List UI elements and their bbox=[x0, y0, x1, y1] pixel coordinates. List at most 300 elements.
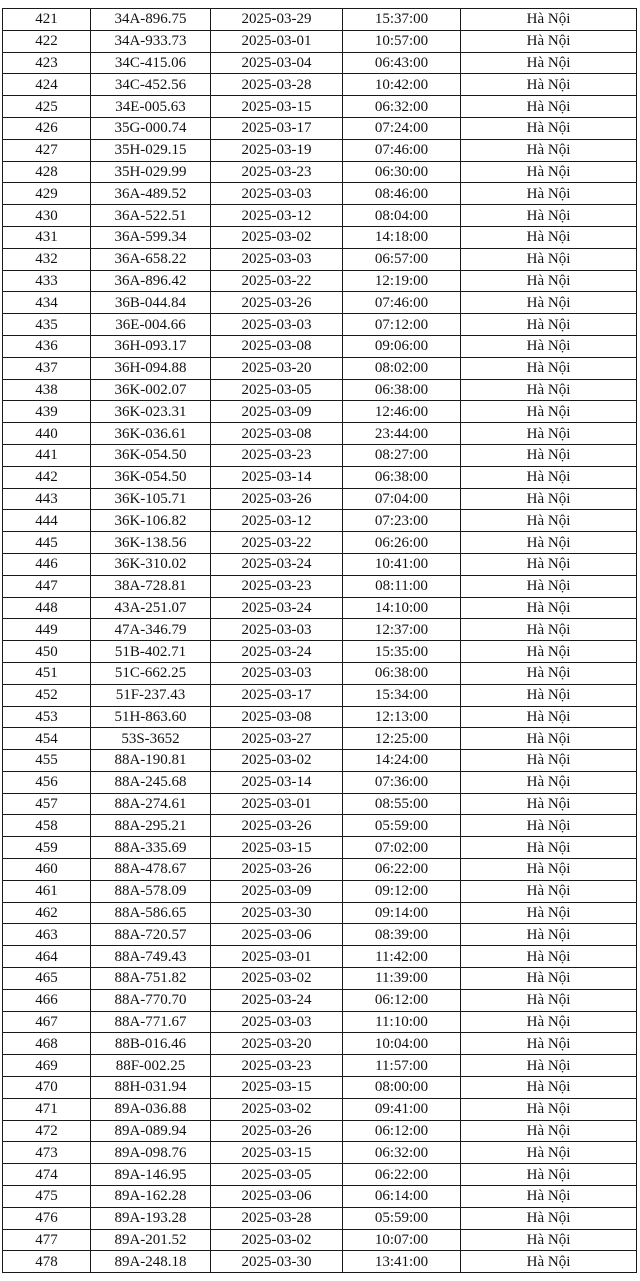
date-cell: 2025-03-24 bbox=[211, 989, 343, 1011]
time-cell: 14:18:00 bbox=[343, 226, 461, 248]
date-cell: 2025-03-08 bbox=[211, 423, 343, 445]
license-plate-cell: 36A-599.34 bbox=[91, 226, 211, 248]
location-cell: Hà Nội bbox=[461, 859, 637, 881]
row-number-cell: 460 bbox=[3, 859, 91, 881]
table-row bbox=[3, 74, 637, 96]
license-plate-cell: 88A-586.65 bbox=[91, 902, 211, 924]
location-cell: Hà Nội bbox=[461, 1011, 637, 1033]
license-plate-cell: 36A-658.22 bbox=[91, 248, 211, 270]
license-plate-cell: 88A-578.09 bbox=[91, 880, 211, 902]
license-plate-cell: 34C-452.56 bbox=[91, 74, 211, 96]
date-cell: 2025-03-24 bbox=[211, 553, 343, 575]
location-cell: Hà Nội bbox=[461, 662, 637, 684]
table-row bbox=[3, 1186, 637, 1208]
time-cell: 06:12:00 bbox=[343, 1120, 461, 1142]
date-cell: 2025-03-02 bbox=[211, 1229, 343, 1251]
date-cell: 2025-03-28 bbox=[211, 74, 343, 96]
time-cell: 05:59:00 bbox=[343, 1207, 461, 1229]
table-row bbox=[3, 401, 637, 423]
table-row bbox=[3, 771, 637, 793]
license-plate-cell: 36K-105.71 bbox=[91, 488, 211, 510]
table-row bbox=[3, 619, 637, 641]
license-plate-cell: 88A-335.69 bbox=[91, 837, 211, 859]
date-cell: 2025-03-04 bbox=[211, 52, 343, 74]
location-cell: Hà Nội bbox=[461, 924, 637, 946]
date-cell: 2025-03-20 bbox=[211, 357, 343, 379]
row-number-cell: 456 bbox=[3, 771, 91, 793]
location-cell: Hà Nội bbox=[461, 815, 637, 837]
date-cell: 2025-03-23 bbox=[211, 1055, 343, 1077]
location-cell: Hà Nội bbox=[461, 1077, 637, 1099]
row-number-cell: 467 bbox=[3, 1011, 91, 1033]
location-cell: Hà Nội bbox=[461, 728, 637, 750]
license-plate-cell: 89A-146.95 bbox=[91, 1164, 211, 1186]
date-cell: 2025-03-06 bbox=[211, 1186, 343, 1208]
license-plate-cell: 51H-863.60 bbox=[91, 706, 211, 728]
time-cell: 06:32:00 bbox=[343, 1142, 461, 1164]
location-cell: Hà Nội bbox=[461, 597, 637, 619]
license-plate-cell: 36K-002.07 bbox=[91, 379, 211, 401]
row-number-cell: 463 bbox=[3, 924, 91, 946]
row-number-cell: 451 bbox=[3, 662, 91, 684]
location-cell: Hà Nội bbox=[461, 1055, 637, 1077]
license-plate-cell: 36K-023.31 bbox=[91, 401, 211, 423]
date-cell: 2025-03-15 bbox=[211, 96, 343, 118]
location-cell: Hà Nội bbox=[461, 1251, 637, 1273]
time-cell: 06:14:00 bbox=[343, 1186, 461, 1208]
row-number-cell: 452 bbox=[3, 684, 91, 706]
license-plate-cell: 88A-749.43 bbox=[91, 946, 211, 968]
row-number-cell: 432 bbox=[3, 248, 91, 270]
table-row bbox=[3, 859, 637, 881]
time-cell: 14:10:00 bbox=[343, 597, 461, 619]
time-cell: 08:00:00 bbox=[343, 1077, 461, 1099]
location-cell: Hà Nội bbox=[461, 510, 637, 532]
location-cell: Hà Nội bbox=[461, 9, 637, 31]
row-number-cell: 454 bbox=[3, 728, 91, 750]
table-row bbox=[3, 9, 637, 31]
license-plate-cell: 36K-310.02 bbox=[91, 553, 211, 575]
license-plate-cell: 43A-251.07 bbox=[91, 597, 211, 619]
time-cell: 15:37:00 bbox=[343, 9, 461, 31]
date-cell: 2025-03-23 bbox=[211, 575, 343, 597]
table-body bbox=[3, 9, 637, 1273]
table-row bbox=[3, 924, 637, 946]
row-number-cell: 472 bbox=[3, 1120, 91, 1142]
date-cell: 2025-03-29 bbox=[211, 9, 343, 31]
license-plate-cell: 35H-029.99 bbox=[91, 161, 211, 183]
time-cell: 09:14:00 bbox=[343, 902, 461, 924]
license-plate-cell: 88B-016.46 bbox=[91, 1033, 211, 1055]
table-row bbox=[3, 1098, 637, 1120]
table-row bbox=[3, 466, 637, 488]
license-plate-cell: 36H-093.17 bbox=[91, 335, 211, 357]
row-number-cell: 473 bbox=[3, 1142, 91, 1164]
row-number-cell: 465 bbox=[3, 968, 91, 990]
date-cell: 2025-03-30 bbox=[211, 902, 343, 924]
time-cell: 06:38:00 bbox=[343, 662, 461, 684]
row-number-cell: 457 bbox=[3, 793, 91, 815]
table-row bbox=[3, 1011, 637, 1033]
date-cell: 2025-03-09 bbox=[211, 880, 343, 902]
time-cell: 09:06:00 bbox=[343, 335, 461, 357]
date-cell: 2025-03-05 bbox=[211, 1164, 343, 1186]
date-cell: 2025-03-15 bbox=[211, 837, 343, 859]
date-cell: 2025-03-05 bbox=[211, 379, 343, 401]
table-row bbox=[3, 1055, 637, 1077]
table-row bbox=[3, 532, 637, 554]
date-cell: 2025-03-26 bbox=[211, 292, 343, 314]
table-row bbox=[3, 96, 637, 118]
license-plate-cell: 36E-004.66 bbox=[91, 314, 211, 336]
table-row bbox=[3, 662, 637, 684]
license-plate-cell: 89A-248.18 bbox=[91, 1251, 211, 1273]
time-cell: 14:24:00 bbox=[343, 750, 461, 772]
date-cell: 2025-03-08 bbox=[211, 706, 343, 728]
table-row bbox=[3, 1033, 637, 1055]
location-cell: Hà Nội bbox=[461, 1164, 637, 1186]
license-plate-cell: 51B-402.71 bbox=[91, 641, 211, 663]
location-cell: Hà Nội bbox=[461, 902, 637, 924]
location-cell: Hà Nội bbox=[461, 117, 637, 139]
location-cell: Hà Nội bbox=[461, 1142, 637, 1164]
location-cell: Hà Nội bbox=[461, 292, 637, 314]
time-cell: 10:57:00 bbox=[343, 30, 461, 52]
license-plate-cell: 88A-295.21 bbox=[91, 815, 211, 837]
license-plate-cell: 88A-190.81 bbox=[91, 750, 211, 772]
location-cell: Hà Nội bbox=[461, 139, 637, 161]
row-number-cell: 455 bbox=[3, 750, 91, 772]
license-plate-cell: 36K-138.56 bbox=[91, 532, 211, 554]
location-cell: Hà Nội bbox=[461, 379, 637, 401]
date-cell: 2025-03-14 bbox=[211, 771, 343, 793]
license-plate-cell: 47A-346.79 bbox=[91, 619, 211, 641]
license-plate-cell: 35G-000.74 bbox=[91, 117, 211, 139]
license-plate-cell: 89A-036.88 bbox=[91, 1098, 211, 1120]
time-cell: 08:11:00 bbox=[343, 575, 461, 597]
row-number-cell: 468 bbox=[3, 1033, 91, 1055]
time-cell: 06:30:00 bbox=[343, 161, 461, 183]
time-cell: 11:39:00 bbox=[343, 968, 461, 990]
location-cell: Hà Nội bbox=[461, 1033, 637, 1055]
date-cell: 2025-03-01 bbox=[211, 30, 343, 52]
row-number-cell: 430 bbox=[3, 205, 91, 227]
table-row bbox=[3, 183, 637, 205]
license-plate-cell: 34C-415.06 bbox=[91, 52, 211, 74]
time-cell: 12:13:00 bbox=[343, 706, 461, 728]
time-cell: 09:41:00 bbox=[343, 1098, 461, 1120]
time-cell: 10:42:00 bbox=[343, 74, 461, 96]
license-plate-cell: 88A-274.61 bbox=[91, 793, 211, 815]
time-cell: 10:04:00 bbox=[343, 1033, 461, 1055]
license-plate-cell: 88A-751.82 bbox=[91, 968, 211, 990]
license-plate-cell: 88A-478.67 bbox=[91, 859, 211, 881]
date-cell: 2025-03-02 bbox=[211, 226, 343, 248]
date-cell: 2025-03-03 bbox=[211, 619, 343, 641]
table-row bbox=[3, 815, 637, 837]
table-row bbox=[3, 750, 637, 772]
location-cell: Hà Nội bbox=[461, 52, 637, 74]
row-number-cell: 421 bbox=[3, 9, 91, 31]
table-row bbox=[3, 226, 637, 248]
row-number-cell: 426 bbox=[3, 117, 91, 139]
location-cell: Hà Nội bbox=[461, 466, 637, 488]
row-number-cell: 431 bbox=[3, 226, 91, 248]
table-row bbox=[3, 357, 637, 379]
time-cell: 07:23:00 bbox=[343, 510, 461, 532]
location-cell: Hà Nội bbox=[461, 706, 637, 728]
location-cell: Hà Nội bbox=[461, 946, 637, 968]
license-plate-cell: 51F-237.43 bbox=[91, 684, 211, 706]
location-cell: Hà Nội bbox=[461, 30, 637, 52]
table-row bbox=[3, 117, 637, 139]
time-cell: 06:38:00 bbox=[343, 379, 461, 401]
table-row bbox=[3, 793, 637, 815]
table-row bbox=[3, 161, 637, 183]
time-cell: 06:38:00 bbox=[343, 466, 461, 488]
table-row bbox=[3, 1251, 637, 1273]
license-plate-cell: 36A-896.42 bbox=[91, 270, 211, 292]
location-cell: Hà Nội bbox=[461, 248, 637, 270]
row-number-cell: 433 bbox=[3, 270, 91, 292]
table-row bbox=[3, 139, 637, 161]
date-cell: 2025-03-08 bbox=[211, 335, 343, 357]
row-number-cell: 439 bbox=[3, 401, 91, 423]
time-cell: 07:46:00 bbox=[343, 292, 461, 314]
location-cell: Hà Nội bbox=[461, 335, 637, 357]
license-plate-cell: 36B-044.84 bbox=[91, 292, 211, 314]
license-plate-cell: 88A-720.57 bbox=[91, 924, 211, 946]
location-cell: Hà Nội bbox=[461, 205, 637, 227]
time-cell: 07:02:00 bbox=[343, 837, 461, 859]
date-cell: 2025-03-26 bbox=[211, 1120, 343, 1142]
time-cell: 07:46:00 bbox=[343, 139, 461, 161]
row-number-cell: 423 bbox=[3, 52, 91, 74]
date-cell: 2025-03-17 bbox=[211, 117, 343, 139]
time-cell: 06:43:00 bbox=[343, 52, 461, 74]
time-cell: 12:37:00 bbox=[343, 619, 461, 641]
table-row bbox=[3, 205, 637, 227]
date-cell: 2025-03-17 bbox=[211, 684, 343, 706]
license-plate-cell: 36H-094.88 bbox=[91, 357, 211, 379]
date-cell: 2025-03-12 bbox=[211, 510, 343, 532]
location-cell: Hà Nội bbox=[461, 619, 637, 641]
date-cell: 2025-03-30 bbox=[211, 1251, 343, 1273]
date-cell: 2025-03-24 bbox=[211, 641, 343, 663]
location-cell: Hà Nội bbox=[461, 793, 637, 815]
date-cell: 2025-03-09 bbox=[211, 401, 343, 423]
row-number-cell: 471 bbox=[3, 1098, 91, 1120]
time-cell: 07:12:00 bbox=[343, 314, 461, 336]
table-row bbox=[3, 335, 637, 357]
license-plate-cell: 36A-489.52 bbox=[91, 183, 211, 205]
license-plate-cell: 88A-245.68 bbox=[91, 771, 211, 793]
license-plate-cell: 51C-662.25 bbox=[91, 662, 211, 684]
table-row bbox=[3, 292, 637, 314]
location-cell: Hà Nội bbox=[461, 183, 637, 205]
license-plate-cell: 88A-770.70 bbox=[91, 989, 211, 1011]
location-cell: Hà Nội bbox=[461, 750, 637, 772]
time-cell: 06:32:00 bbox=[343, 96, 461, 118]
table-row bbox=[3, 837, 637, 859]
location-cell: Hà Nội bbox=[461, 837, 637, 859]
date-cell: 2025-03-02 bbox=[211, 968, 343, 990]
license-plate-cell: 36A-522.51 bbox=[91, 205, 211, 227]
location-cell: Hà Nội bbox=[461, 880, 637, 902]
license-plate-cell: 36K-106.82 bbox=[91, 510, 211, 532]
row-number-cell: 461 bbox=[3, 880, 91, 902]
row-number-cell: 464 bbox=[3, 946, 91, 968]
row-number-cell: 450 bbox=[3, 641, 91, 663]
date-cell: 2025-03-06 bbox=[211, 924, 343, 946]
table-row bbox=[3, 706, 637, 728]
license-plate-cell: 36K-054.50 bbox=[91, 466, 211, 488]
table-row bbox=[3, 1229, 637, 1251]
time-cell: 15:34:00 bbox=[343, 684, 461, 706]
time-cell: 06:57:00 bbox=[343, 248, 461, 270]
location-cell: Hà Nội bbox=[461, 270, 637, 292]
table-row bbox=[3, 575, 637, 597]
table-row bbox=[3, 553, 637, 575]
date-cell: 2025-03-15 bbox=[211, 1142, 343, 1164]
row-number-cell: 441 bbox=[3, 444, 91, 466]
time-cell: 12:25:00 bbox=[343, 728, 461, 750]
time-cell: 06:22:00 bbox=[343, 1164, 461, 1186]
row-number-cell: 443 bbox=[3, 488, 91, 510]
row-number-cell: 440 bbox=[3, 423, 91, 445]
date-cell: 2025-03-15 bbox=[211, 1077, 343, 1099]
time-cell: 12:46:00 bbox=[343, 401, 461, 423]
license-plate-cell: 34A-896.75 bbox=[91, 9, 211, 31]
date-cell: 2025-03-02 bbox=[211, 1098, 343, 1120]
table-row bbox=[3, 902, 637, 924]
table-row bbox=[3, 989, 637, 1011]
license-plate-cell: 34E-005.63 bbox=[91, 96, 211, 118]
row-number-cell: 422 bbox=[3, 30, 91, 52]
date-cell: 2025-03-20 bbox=[211, 1033, 343, 1055]
row-number-cell: 427 bbox=[3, 139, 91, 161]
location-cell: Hà Nội bbox=[461, 684, 637, 706]
time-cell: 06:22:00 bbox=[343, 859, 461, 881]
date-cell: 2025-03-03 bbox=[211, 248, 343, 270]
license-plate-cell: 88H-031.94 bbox=[91, 1077, 211, 1099]
row-number-cell: 424 bbox=[3, 74, 91, 96]
row-number-cell: 462 bbox=[3, 902, 91, 924]
table-row bbox=[3, 1142, 637, 1164]
row-number-cell: 437 bbox=[3, 357, 91, 379]
date-cell: 2025-03-22 bbox=[211, 532, 343, 554]
location-cell: Hà Nội bbox=[461, 357, 637, 379]
location-cell: Hà Nội bbox=[461, 314, 637, 336]
time-cell: 13:41:00 bbox=[343, 1251, 461, 1273]
time-cell: 08:46:00 bbox=[343, 183, 461, 205]
row-number-cell: 477 bbox=[3, 1229, 91, 1251]
row-number-cell: 469 bbox=[3, 1055, 91, 1077]
time-cell: 15:35:00 bbox=[343, 641, 461, 663]
table-row bbox=[3, 728, 637, 750]
row-number-cell: 442 bbox=[3, 466, 91, 488]
license-plate-cell: 88A-771.67 bbox=[91, 1011, 211, 1033]
date-cell: 2025-03-19 bbox=[211, 139, 343, 161]
table-row bbox=[3, 444, 637, 466]
table-row bbox=[3, 880, 637, 902]
date-cell: 2025-03-01 bbox=[211, 946, 343, 968]
row-number-cell: 428 bbox=[3, 161, 91, 183]
location-cell: Hà Nội bbox=[461, 1186, 637, 1208]
location-cell: Hà Nội bbox=[461, 1098, 637, 1120]
date-cell: 2025-03-26 bbox=[211, 815, 343, 837]
row-number-cell: 448 bbox=[3, 597, 91, 619]
license-plate-cell: 89A-098.76 bbox=[91, 1142, 211, 1164]
row-number-cell: 425 bbox=[3, 96, 91, 118]
row-number-cell: 435 bbox=[3, 314, 91, 336]
table-row bbox=[3, 641, 637, 663]
date-cell: 2025-03-01 bbox=[211, 793, 343, 815]
time-cell: 08:39:00 bbox=[343, 924, 461, 946]
date-cell: 2025-03-12 bbox=[211, 205, 343, 227]
row-number-cell: 453 bbox=[3, 706, 91, 728]
date-cell: 2025-03-03 bbox=[211, 1011, 343, 1033]
date-cell: 2025-03-23 bbox=[211, 444, 343, 466]
row-number-cell: 459 bbox=[3, 837, 91, 859]
row-number-cell: 466 bbox=[3, 989, 91, 1011]
license-plate-cell: 89A-201.52 bbox=[91, 1229, 211, 1251]
location-cell: Hà Nội bbox=[461, 771, 637, 793]
time-cell: 10:41:00 bbox=[343, 553, 461, 575]
time-cell: 12:19:00 bbox=[343, 270, 461, 292]
table-row bbox=[3, 597, 637, 619]
location-cell: Hà Nội bbox=[461, 226, 637, 248]
date-cell: 2025-03-22 bbox=[211, 270, 343, 292]
license-plate-cell: 34A-933.73 bbox=[91, 30, 211, 52]
license-plate-cell: 89A-193.28 bbox=[91, 1207, 211, 1229]
date-cell: 2025-03-26 bbox=[211, 488, 343, 510]
table-row bbox=[3, 379, 637, 401]
date-cell: 2025-03-26 bbox=[211, 859, 343, 881]
time-cell: 11:57:00 bbox=[343, 1055, 461, 1077]
license-plate-cell: 38A-728.81 bbox=[91, 575, 211, 597]
time-cell: 06:26:00 bbox=[343, 532, 461, 554]
time-cell: 08:04:00 bbox=[343, 205, 461, 227]
table-row bbox=[3, 270, 637, 292]
time-cell: 06:12:00 bbox=[343, 989, 461, 1011]
table-row bbox=[3, 968, 637, 990]
location-cell: Hà Nội bbox=[461, 989, 637, 1011]
date-cell: 2025-03-23 bbox=[211, 161, 343, 183]
license-plate-cell: 35H-029.15 bbox=[91, 139, 211, 161]
row-number-cell: 436 bbox=[3, 335, 91, 357]
location-cell: Hà Nội bbox=[461, 444, 637, 466]
date-cell: 2025-03-03 bbox=[211, 314, 343, 336]
location-cell: Hà Nội bbox=[461, 1229, 637, 1251]
time-cell: 11:42:00 bbox=[343, 946, 461, 968]
row-number-cell: 446 bbox=[3, 553, 91, 575]
location-cell: Hà Nội bbox=[461, 401, 637, 423]
row-number-cell: 475 bbox=[3, 1186, 91, 1208]
row-number-cell: 447 bbox=[3, 575, 91, 597]
row-number-cell: 444 bbox=[3, 510, 91, 532]
license-plate-cell: 36K-054.50 bbox=[91, 444, 211, 466]
license-plate-cell: 53S-3652 bbox=[91, 728, 211, 750]
location-cell: Hà Nội bbox=[461, 575, 637, 597]
location-cell: Hà Nội bbox=[461, 96, 637, 118]
time-cell: 05:59:00 bbox=[343, 815, 461, 837]
table-row bbox=[3, 684, 637, 706]
license-plate-cell: 88F-002.25 bbox=[91, 1055, 211, 1077]
date-cell: 2025-03-27 bbox=[211, 728, 343, 750]
location-cell: Hà Nội bbox=[461, 74, 637, 96]
table-row bbox=[3, 1207, 637, 1229]
